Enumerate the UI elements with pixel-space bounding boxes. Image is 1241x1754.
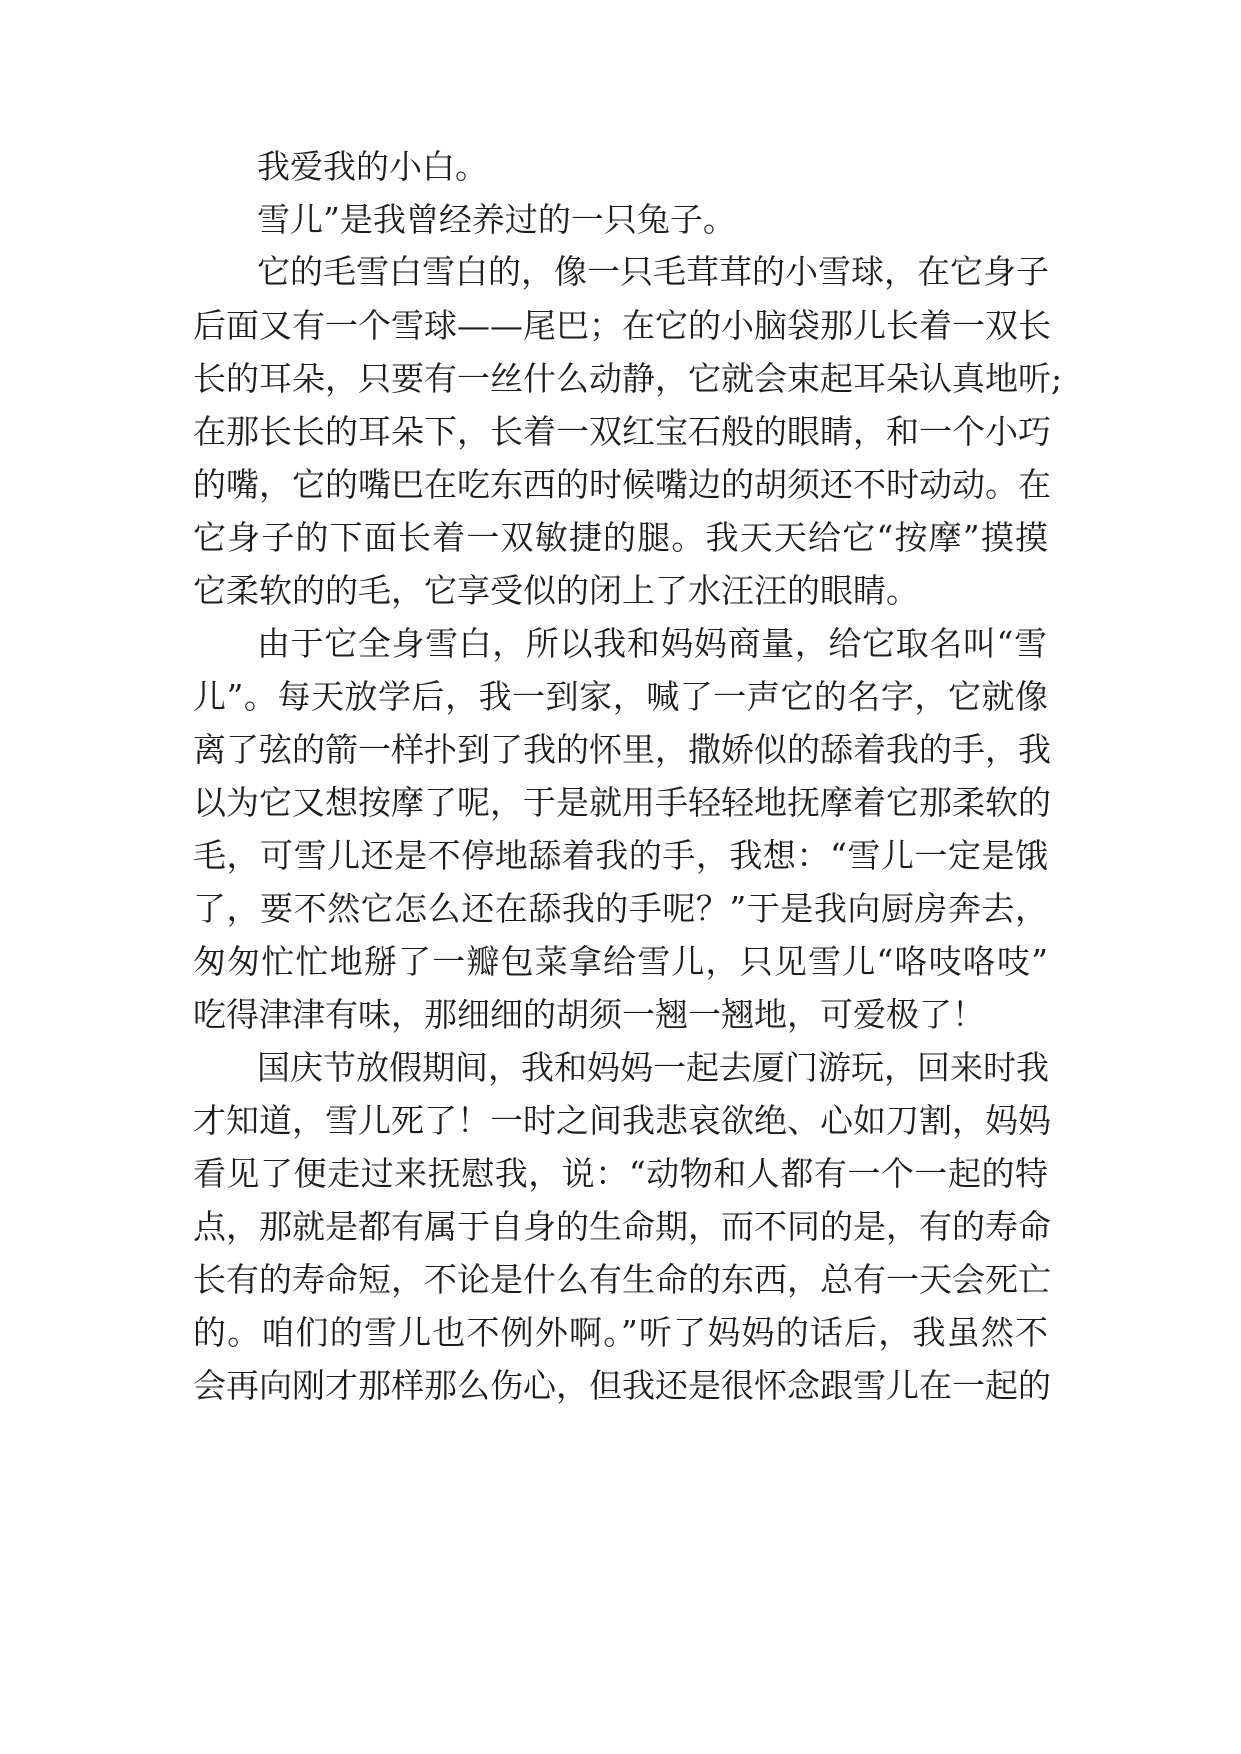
- paragraph-line: 它柔软的的毛，它享受似的闭上了水汪汪的眼睛。: [193, 571, 919, 610]
- paragraph-line: 匆匆忙忙地掰了一瓣包菜拿给雪儿，只见雪儿“咯吱咯吱”: [193, 942, 1048, 981]
- paragraph-line: 长有的寿命短，不论是什么有生命的东西，总有一天会死亡: [193, 1260, 1051, 1299]
- paragraph-line: 毛，可雪儿还是不停地舔着我的手，我想：“雪儿一定是饿: [193, 836, 1048, 875]
- paragraph-line: 后面又有一个雪球——尾巴；在它的小脑袋那儿长着一双长: [193, 306, 1051, 345]
- paragraph-line: 了，要不然它怎么还在舔我的手呢？”于是我向厨房奔去，: [193, 889, 1048, 928]
- paragraph-line: 我爱我的小白。: [257, 147, 488, 186]
- paragraph-line: 在那长长的耳朵下，长着一双红宝石般的眼睛，和一个小巧: [193, 412, 1051, 451]
- paragraph-line: 国庆节放假期间，我和妈妈一起去厦门游玩，回来时我: [257, 1048, 1049, 1087]
- paragraph-line: 由于它全身雪白，所以我和妈妈商量，给它取名叫“雪: [257, 624, 1047, 663]
- paragraph-line: 它的毛雪白雪白的，像一只毛茸茸的小雪球，在它身子: [257, 252, 1049, 291]
- paragraph-line: 的嘴，它的嘴巴在吃东西的时候嘴边的胡须还不时动动。在: [193, 465, 1051, 504]
- paragraph-line: 离了弦的箭一样扑到了我的怀里，撒娇似的舔着我的手，我: [193, 730, 1051, 769]
- paragraph-line: 吃得津津有味，那细细的胡须一翘一翘地，可爱极了！: [193, 995, 985, 1034]
- paragraph-line: 会再向刚才那样那么伤心，但我还是很怀念跟雪儿在一起的: [193, 1366, 1051, 1405]
- paragraph-line: 才知道，雪儿死了！一时之间我悲哀欲绝、心如刀割，妈妈: [193, 1101, 1051, 1140]
- paragraph-line: 以为它又想按摩了呢，于是就用手轻轻地抚摩着它那柔软的: [193, 783, 1051, 822]
- paragraph-line: 雪儿”是我曾经养过的一只兔子。: [257, 200, 736, 239]
- paragraph-line: 儿”。每天放学后，我一到家，喊了一声它的名字，它就像: [193, 677, 1048, 716]
- paragraph-line: 的。咱们的雪儿也不例外啊。”听了妈妈的话后，我虽然不: [193, 1313, 1048, 1352]
- paragraph-line: 看见了便走过来抚慰我，说：“动物和人都有一个一起的特: [193, 1154, 1048, 1193]
- paragraph-line: 点，那就是都有属于自身的生命期，而不同的是，有的寿命: [193, 1207, 1051, 1246]
- paragraph-line: 长的耳朵，只要有一丝什么动静，它就会束起耳朵认真地听;: [193, 359, 1063, 398]
- paragraph-line: 它身子的下面长着一双敏捷的腿。我天天给它“按摩”摸摸: [193, 518, 1048, 557]
